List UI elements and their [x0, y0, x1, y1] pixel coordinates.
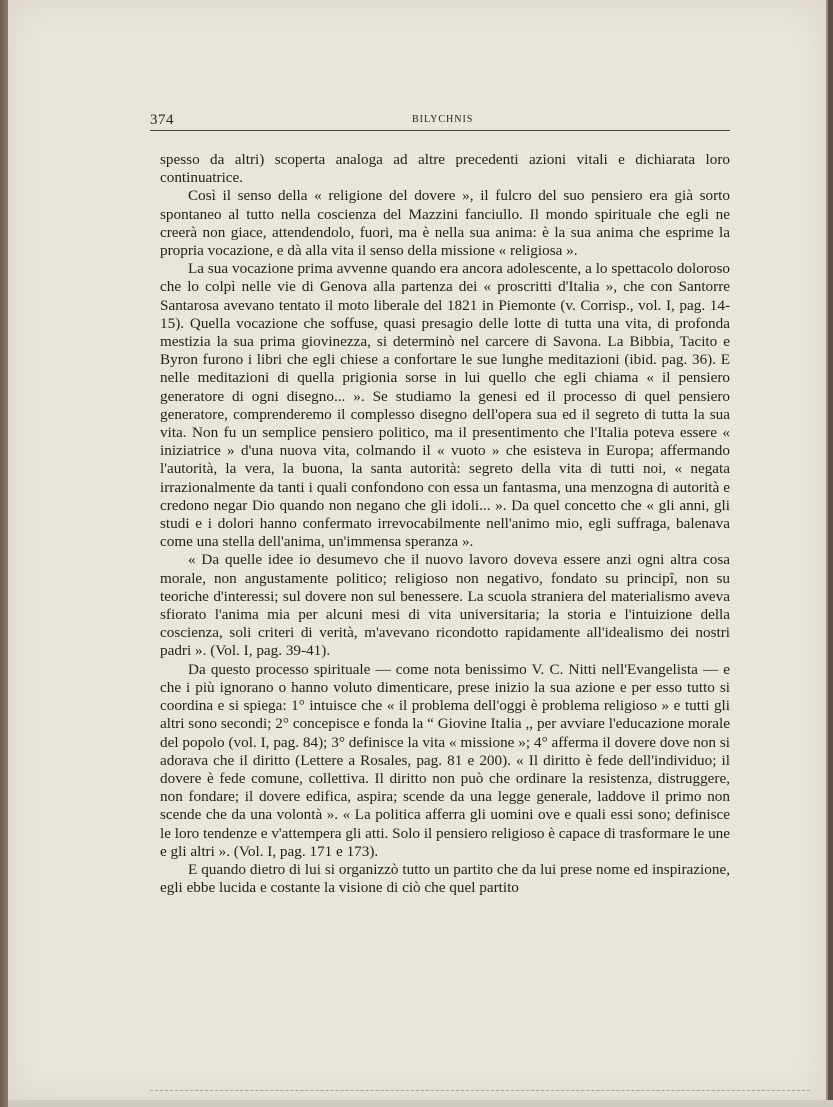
paragraph: La sua vocazione prima avvenne quando era ancora adolescente, a lo spettacolo doloroso che lo colpì nelle vie di Genova alla partenza dei « proscritti d'Italia », che con Santorre Santarosa avevano tentato il moto liberale del 1821 in Piemonte (v. Corrisp., vol. I, pag. 14-15). Quella vocazione che soffuse, quasi presagio delle lotte di tutta una vita, di profonda mestizia la sua prima giovinezza, si determinò nel carcere di Savona. La Bibbia, Tacito e Byron furono i libri che egli chiese a confortare le sue lunghe meditazioni (ibid. pag. 36). E nelle meditazioni di quella prigionia sorse in lui quello che egli chiama « il pensiero generatore di ogni disegno... ». Se studiamo la genesi ed il processo di quel pensiero generatore, comprenderemo il complesso disegno dell'opera sua ed il segreto di tutta la sua vita. Non fu un semplice pensiero politico, ma il presentimento che l'Italia poteva essere « iniziatrice » d'una nuova vita, colmando il « vuoto » che esisteva in Europa; affermando l'autorità, la vera, la buona, la santa autorità: segreto della vita di tutti noi, « negata irrazionalmente da tanti i quali confondono con essa un fantasma, una menzogna di autorità e credono negar Dio quando non negano che gli idoli... ». Da quel concetto che « gli anni, gli studi e i dolori hanno confermato irrevocabilmente nell'animo mio, egli suffraga, balenava come una stella dell'anima, un'immensa speranza ».	[160, 260, 730, 551]
page-edge-bottom	[8, 1100, 833, 1107]
running-head: BILYCHNIS	[412, 114, 474, 125]
paragraph: Da questo processo spirituale — come nota benissimo V. C. Nitti nell'Evangelista — e che i più ignorano o hanno voluto dimenticare, prese inizio la sua azione e per esso tutto si coordina e si spiega: 1° intuisce che « il problema dell'oggi è problema religioso » e tutti gli altri sono secondi; 2° concepisce e fonda la “ Giovine Italia ,, per avviare l'educazione morale del popolo (vol. I, pag. 84); 3° definisce la vita « missione »; 4° afferma il dovere dove non si adorava che il diritto (Lettere a Rosales, pag. 81 e 200). « Il diritto è fede dell'individuo; il dovere è fede comune, collettiva. Il diritto non può che ordinare la resistenza, distruggere, non fondare; il dovere edifica, aspira; scende da una legge generale, laddove il primo non scende che da una volontà ». « La politica afferra gli uomini ove e quali essi sono; definisce le loro tendenze e v'attempera gli atti. Solo il pensiero religioso è capace di trasformare le une e gli altri ». (Vol. I, pag. 171 e 173).	[160, 660, 730, 860]
paragraph: « Da quelle idee io desumevo che il nuovo lavoro doveva essere anzi ogni altra cosa morale, non angustamente politico; religioso non negativo, fondato su principî, non su teoriche d'interessi; sul dovere non sul benessere. La scuola straniera del materialismo aveva sfiorato l'anima mia per alcuni mesi di vita universitaria; la storia e l'intuizione della coscienza, soli criteri di verità, m'avevano ricondotto rapidamente all'idealismo dei nostri padri ». (Vol. I, pag. 39-41).	[160, 551, 730, 660]
header-rule	[150, 130, 730, 131]
page-number: 374	[150, 112, 174, 128]
body-text	[160, 151, 730, 897]
footer-rule	[150, 1090, 810, 1091]
paragraph: E quando dietro di lui si organizzò tutto un partito che da lui prese nome ed inspirazione, egli ebbe lucida e costante la visione di ciò che quel partito	[160, 860, 730, 897]
page-edge-left	[0, 0, 8, 1107]
page-header	[150, 112, 728, 130]
paragraph: spesso da altri) scoperta analoga ad altre precedenti azioni vitali e dichiarata loro continuatrice.	[160, 151, 730, 187]
paragraph: Così il senso della « religione del dovere », il fulcro del suo pensiero era già sorto spontaneo al tutto nella coscienza del Mazzini fanciullo. Il mondo spirituale che egli ne creerà non giace, attendendolo, fuori, ma è nella sua anima: è la sua anima che esprime la propria vocazione, e dà alla vita il senso della missione « religiosa ».	[160, 187, 730, 260]
